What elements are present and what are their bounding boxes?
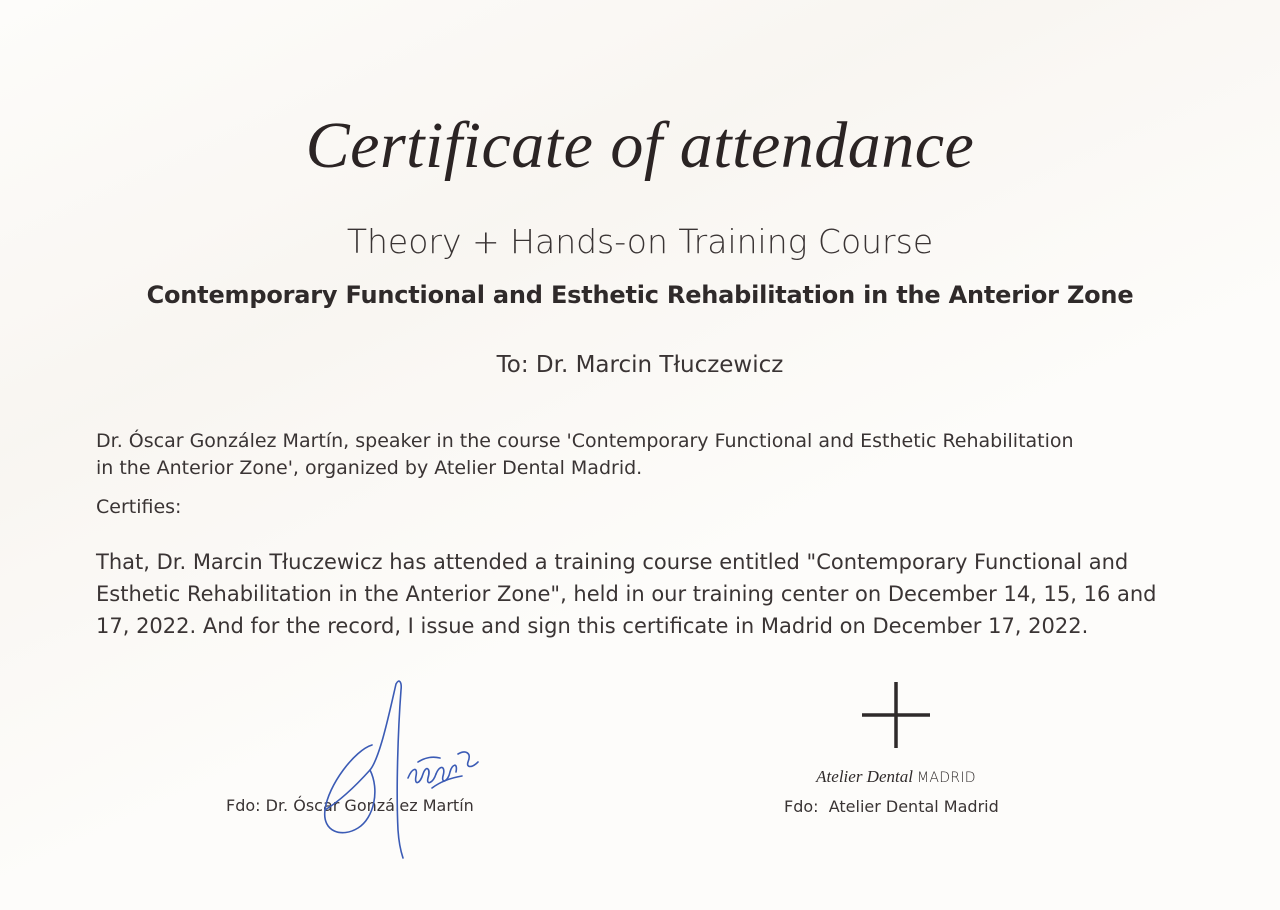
atelier-dental-logo (0, 767, 1280, 787)
recipient-line: To: Dr. Marcin Tłuczewicz (496, 352, 784, 378)
certifies-label: Certifies: (96, 496, 182, 518)
course-name: Contemporary Functional and Esthetic Rehabilitation in the Anterior Zone (146, 281, 1134, 309)
course-type-subtitle: Theory + Hands-on Training Course (346, 222, 934, 261)
cross-logo-icon (858, 680, 934, 750)
logo-name-caps: MADRID (916, 770, 976, 786)
logo-name-italic: Atelier Dental (816, 767, 913, 786)
organization-signature-label: Fdo: Atelier Dental Madrid (784, 797, 999, 816)
certification-body: That, Dr. Marcin Tłuczewicz has attended a training course entitled "Contemporary Functional and Esthetic Rehabilitation in the Anterior Zone", held in our training center on December 14, 15, 16 and 17, 2022. And for the record, I issue and sign this certificate in Madrid on December 17, 2022. (96, 550, 1157, 638)
speaker-signature-label: Fdo: Dr. Óscar González Martín (226, 796, 474, 815)
certificate-title: Certificate of attendance (305, 109, 975, 182)
intro-paragraph: Dr. Óscar González Martín, speaker in the course 'Contemporary Functional and Esthetic Rehabilitation in the Anterior Zone', organized by Atelier Dental Madrid. (96, 430, 1074, 479)
handwritten-signature (300, 670, 500, 870)
